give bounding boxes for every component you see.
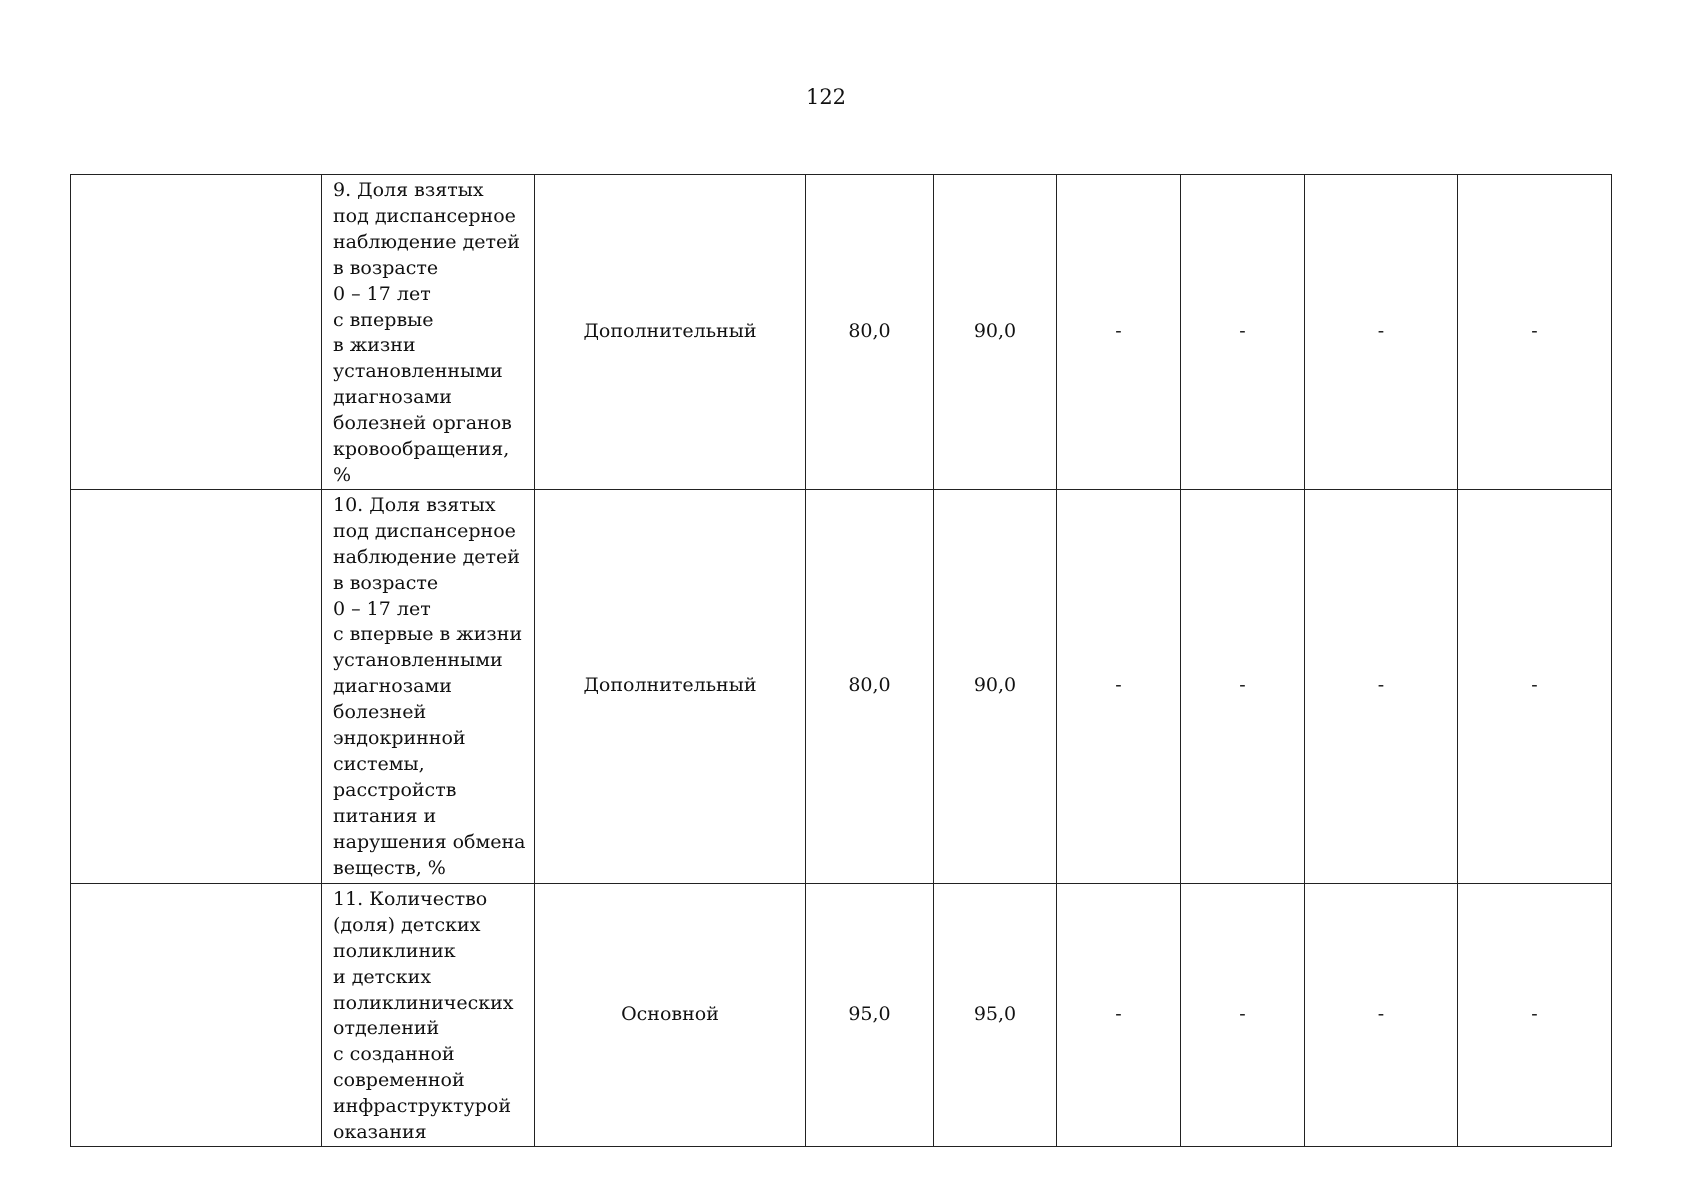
indicator-type-cell: Дополнительный	[535, 489, 806, 883]
project-cell-empty	[71, 175, 322, 490]
base-value-cell: 95,0	[806, 883, 934, 1146]
indicator-name-cell: 9. Доля взятых под диспансерное наблюдение детей в возрасте 0 – 17 лет с впервые в жизни установленными диагнозами болезней органов кровообращения, %	[322, 175, 535, 490]
year-value-cell: -	[1305, 175, 1458, 490]
year-value-cell: -	[1057, 883, 1181, 1146]
project-cell-empty	[71, 883, 322, 1146]
base-value-cell: 80,0	[806, 489, 934, 883]
year-value-cell: -	[1057, 489, 1181, 883]
year-value-cell: -	[1181, 175, 1305, 490]
indicator-name-cell: 10. Доля взятых под диспансерное наблюдение детей в возрасте 0 – 17 лет с впервые в жизни установленными диагнозами болезней эндокринной системы, расстройств питания и нарушения обмена веществ, %	[322, 489, 535, 883]
indicator-type-cell: Основной	[535, 883, 806, 1146]
target-value-cell: 90,0	[934, 175, 1057, 490]
indicator-name-cell: 11. Количество (доля) детских поликлиник и детских поликлинических отделений с созданной современной инфраструктурой оказания	[322, 883, 535, 1146]
table-row	[71, 175, 1612, 490]
year-value-cell: -	[1305, 489, 1458, 883]
project-cell-empty	[71, 489, 322, 883]
page-number: 122	[805, 85, 847, 109]
target-value-cell: 95,0	[934, 883, 1057, 1146]
year-value-cell: -	[1458, 883, 1612, 1146]
year-value-cell: -	[1181, 883, 1305, 1146]
year-value-cell: -	[1458, 489, 1612, 883]
year-value-cell: -	[1181, 489, 1305, 883]
indicators-table	[70, 174, 1612, 1147]
table-row	[71, 883, 1612, 1146]
table-row	[71, 489, 1612, 883]
indicator-type-cell: Дополнительный	[535, 175, 806, 490]
year-value-cell: -	[1057, 175, 1181, 490]
year-value-cell: -	[1458, 175, 1612, 490]
base-value-cell: 80,0	[806, 175, 934, 490]
year-value-cell: -	[1305, 883, 1458, 1146]
target-value-cell: 90,0	[934, 489, 1057, 883]
